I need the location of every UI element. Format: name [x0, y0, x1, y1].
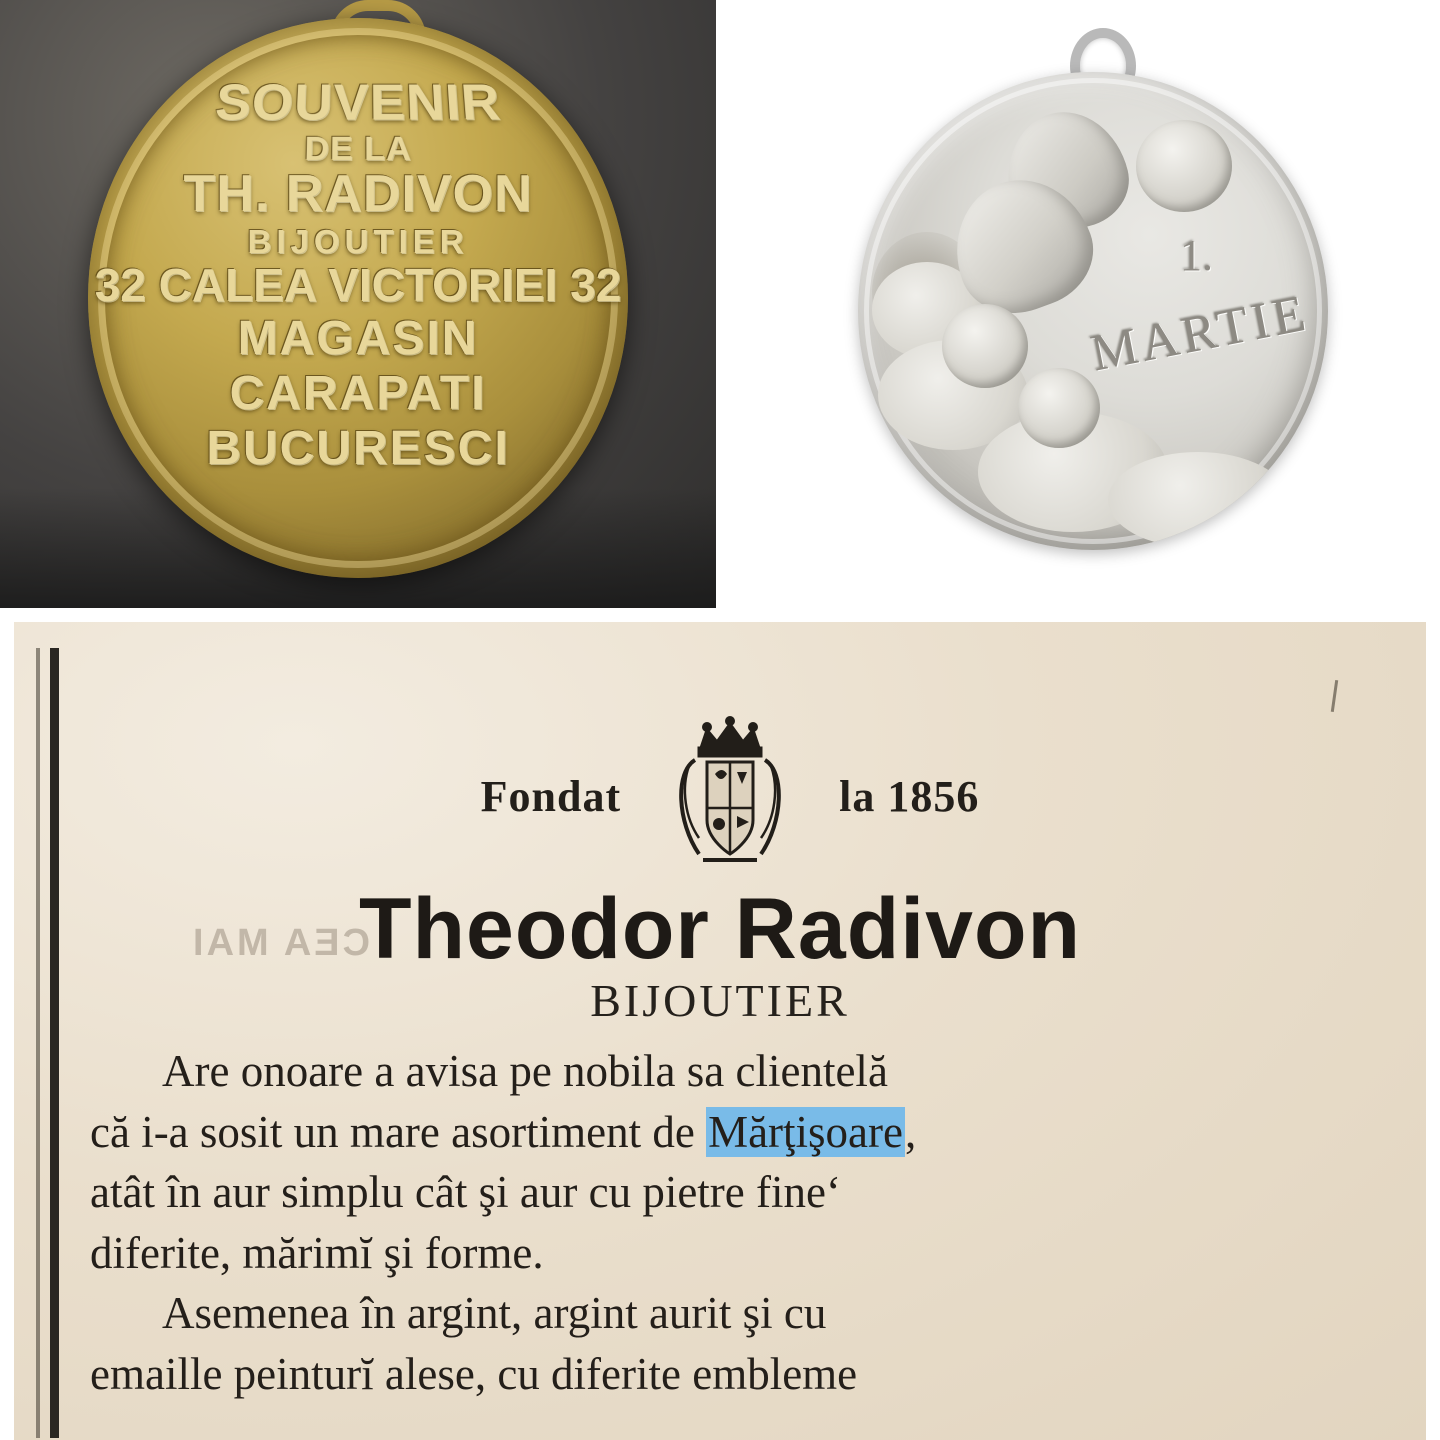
silver-medal-photo — [726, 0, 1440, 620]
gold-line-2: DE LA — [304, 130, 412, 168]
cherub-icon — [1136, 120, 1232, 212]
cloud-icon — [1108, 452, 1288, 548]
ad-paragraph — [90, 1284, 1256, 1343]
gold-medal-photo — [0, 0, 716, 608]
gold-line-4: BIJOUTIER — [247, 222, 469, 260]
ad-business-trade: BIJOUTIER — [590, 975, 850, 1026]
founded-prefix: Fondat — [480, 772, 622, 821]
bleed-through-text: CEA MAI — [189, 922, 370, 964]
ad-paragraph — [90, 1345, 1256, 1404]
ad-founded-line — [74, 714, 1386, 879]
ad-text-segment: emaille peinturĭ alese, cu diferite embleme — [90, 1348, 858, 1399]
ad-text-segment: atât în aur simplu cât şi aur cu pietre fine‘ — [90, 1167, 841, 1217]
highlighted-term: Mărţişoare — [708, 1106, 903, 1157]
gold-line-6: MAGASIN — [237, 312, 479, 366]
ad-paragraph — [90, 1042, 1256, 1101]
ad-body-text — [90, 1042, 1256, 1405]
cherub-icon — [942, 304, 1028, 388]
ad-paragraph — [90, 1224, 1256, 1283]
ad-paragraph — [90, 1163, 1256, 1222]
silver-medal-disc — [858, 72, 1328, 550]
newspaper-advertisement — [14, 622, 1426, 1440]
royal-coat-of-arms-icon — [655, 714, 805, 879]
gold-line-1: SOUVENIR — [212, 74, 504, 132]
gold-line-8: BUCURESCI — [206, 422, 510, 476]
cherub-icon — [1018, 368, 1100, 448]
column-rule-thick — [50, 648, 59, 1438]
ad-text-segment: Asemenea în argint, argint aurit şi cu — [162, 1288, 827, 1338]
ad-text-segment: diferite, mărimĭ şi forme. — [90, 1227, 544, 1278]
ad-business-name: Theodor Radivon — [358, 881, 1082, 977]
gold-line-5: 32 CALEA VICTORIEI 32 — [94, 259, 622, 312]
gold-medal-inscription — [88, 76, 628, 474]
founded-suffix: la 1856 — [839, 772, 980, 821]
ad-text-segment: că i-a sosit un mare asortiment de — [90, 1106, 707, 1157]
ad-paragraph — [90, 1103, 1256, 1162]
silver-medal-date-number: 1. — [1180, 231, 1213, 280]
ad-text-segment: Are onoare a avisa pe nobila sa clientelă — [162, 1046, 888, 1096]
gold-line-7: CARAPATI — [229, 367, 487, 421]
gold-medal-disc — [88, 18, 628, 578]
column-rule-thin — [36, 648, 40, 1438]
ad-text-segment: , — [904, 1106, 917, 1157]
silver-medal-date-month: MARTIE — [1086, 284, 1314, 383]
gold-line-3: TH. RADIVON — [183, 164, 533, 223]
